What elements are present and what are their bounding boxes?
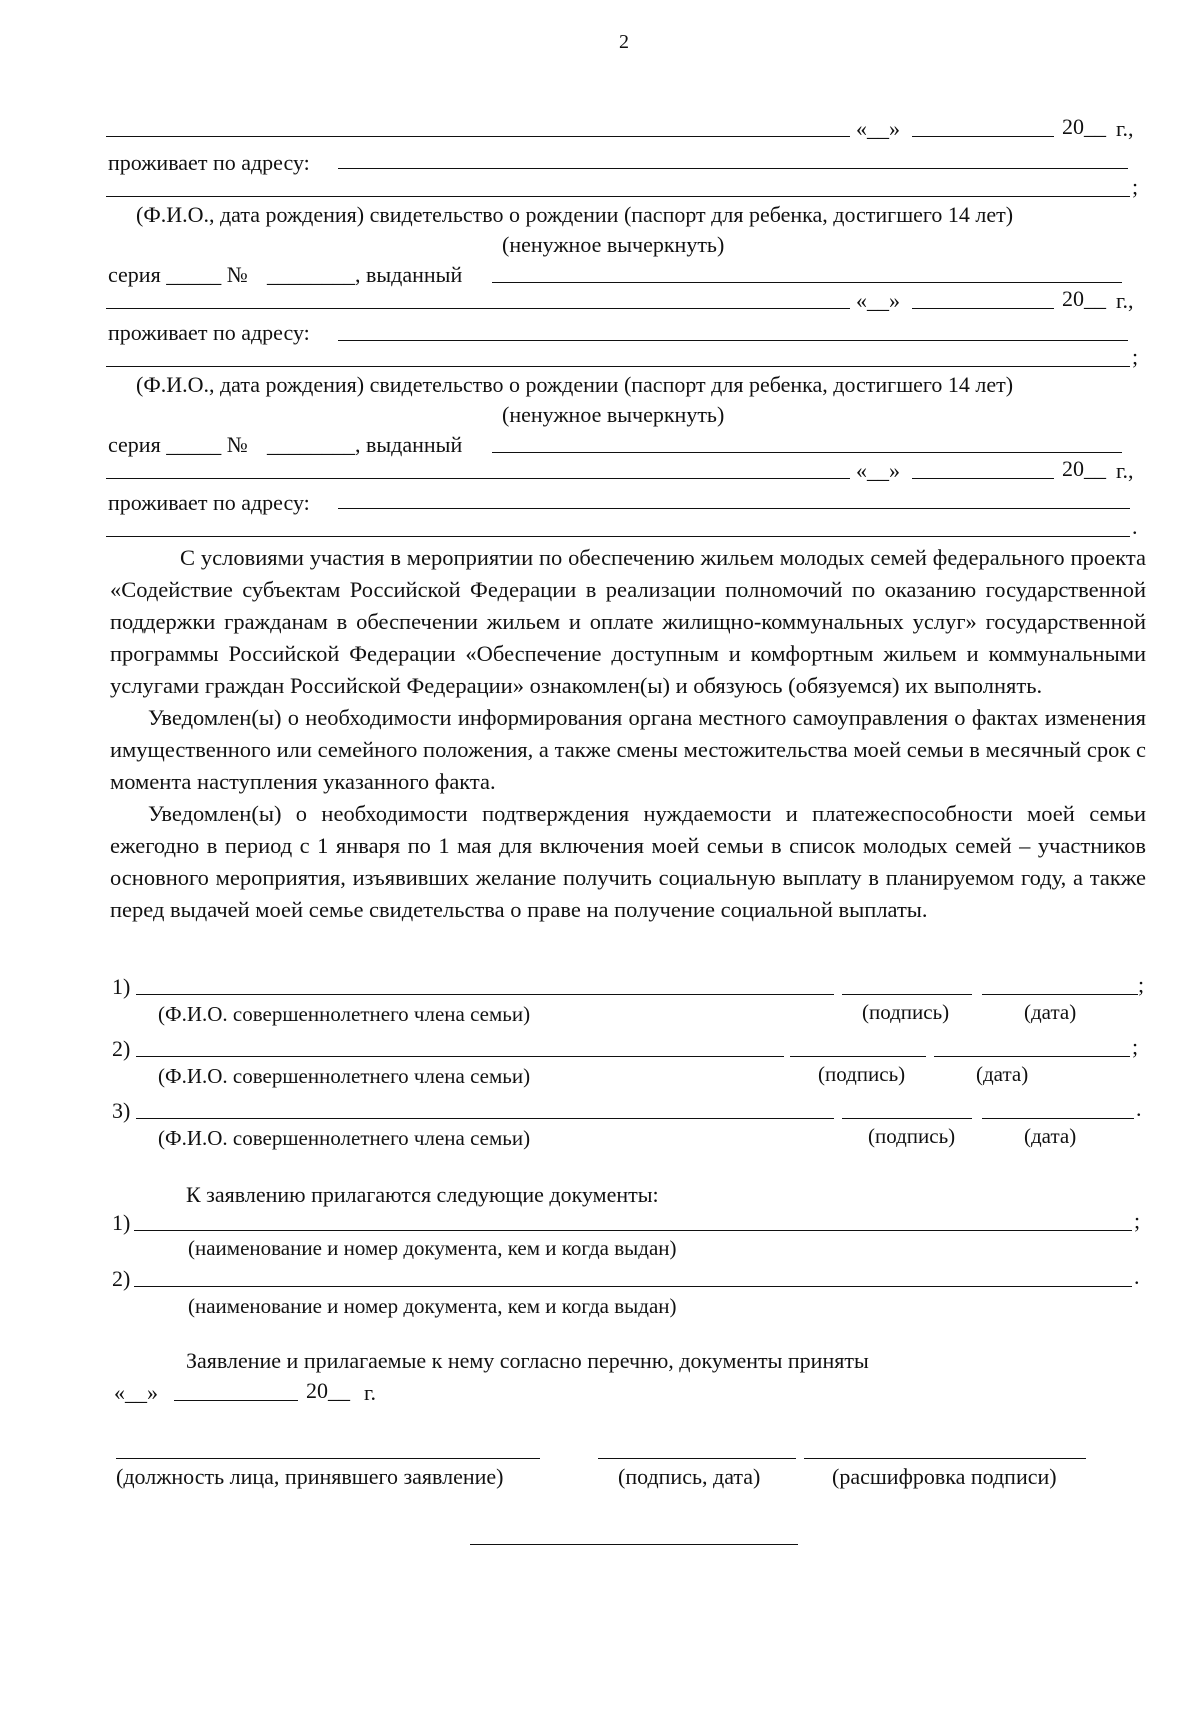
date-year: 20__ xyxy=(1062,456,1106,481)
member-sign-line[interactable] xyxy=(790,1056,926,1057)
member-line-end: ; xyxy=(1132,1034,1139,1059)
issued-line[interactable] xyxy=(492,452,1122,453)
conditions-text xyxy=(110,542,1146,926)
member-fio-caption: (Ф.И.О. совершеннолетнего члена семьи) xyxy=(158,1126,531,1150)
date-day: «__» xyxy=(856,116,900,141)
member-date-caption: (дата) xyxy=(1024,1000,1077,1024)
issued-label: ________, выданный xyxy=(267,432,463,457)
address-line[interactable] xyxy=(338,340,1128,341)
fio-caption: (Ф.И.О., дата рождения) свидетельство о рождении (паспорт для ребенка, достигшего 14 лет) xyxy=(136,202,1014,227)
member-fio-caption: (Ф.И.О. совершеннолетнего члена семьи) xyxy=(158,1002,531,1026)
issued-label: ________, выданный xyxy=(267,262,463,287)
address-line[interactable] xyxy=(338,508,1130,509)
date-year: 20__ xyxy=(1062,286,1106,311)
member-fio-line[interactable] xyxy=(136,1056,784,1057)
strike-note: (ненужное вычеркнуть) xyxy=(502,232,725,257)
member-sign-caption: (подпись) xyxy=(818,1062,906,1086)
doc-number: 1) xyxy=(112,1210,131,1235)
line-end: ; xyxy=(1132,174,1139,199)
position-caption: (должность лица, принявшего заявление) xyxy=(116,1464,504,1489)
member-sign-caption: (подпись) xyxy=(862,1000,950,1024)
docs-intro: К заявлению прилагаются следующие документы: xyxy=(186,1182,659,1207)
accepted-year: 20__ xyxy=(306,1378,350,1403)
member-line-end: ; xyxy=(1138,972,1145,997)
member-number: 3) xyxy=(112,1098,131,1123)
doc-line-end: ; xyxy=(1134,1208,1141,1233)
date-day: «__» xyxy=(856,288,900,313)
doc-number: 2) xyxy=(112,1266,131,1291)
fio-caption: (Ф.И.О., дата рождения) свидетельство о рождении (паспорт для ребенка, достигшего 14 лет) xyxy=(136,372,1014,397)
doc-line[interactable] xyxy=(134,1230,1132,1231)
paragraph-notify-confirm: Уведомлен(ы) о необходимости подтверждения нуждаемости и платежеспособности моей семьи ежегодно в период с 1 января по 1 мая для включения моей семьи в список молодых семей – участников основного мероприятия, изъявивших желание получить социальную выплату в планируемом году, а также перед выдачей моей семье свидетельства о праве на получение социальной выплаты. xyxy=(110,801,1146,922)
paragraph-conditions: С условиями участия в мероприятии по обеспечению жильем молодых семей федерального проекта «Содействие субъектам Российской Федерации в реализации полномочий по оказанию государственной поддержки гражданам в обеспечении жильем и оплате жилищно-коммунальных услуг» государственной программы Российской Федерации «Обеспечение доступным и комфортным жильем и коммунальными услугами граждан Российской Федерации» ознакомлен(ы) и обязуюсь (обязуемся) их выполнять. xyxy=(110,545,1146,698)
strike-note: (ненужное вычеркнуть) xyxy=(502,402,725,427)
address-line-2[interactable] xyxy=(106,366,1130,367)
member-date-line[interactable] xyxy=(982,1118,1134,1119)
series-label: серия _____ № xyxy=(108,432,248,457)
doc-caption: (наименование и номер документа, кем и когда выдан) xyxy=(188,1294,677,1318)
doc-line[interactable] xyxy=(134,1286,1132,1287)
member-date-line[interactable] xyxy=(982,994,1138,995)
accepted-text: Заявление и прилагаемые к нему согласно перечню, документы приняты xyxy=(186,1348,869,1373)
fio-line[interactable] xyxy=(106,478,850,479)
member-line-end: . xyxy=(1136,1096,1142,1121)
member-date-line[interactable] xyxy=(934,1056,1130,1057)
member-date-caption: (дата) xyxy=(1024,1124,1077,1148)
address-line-2[interactable] xyxy=(106,196,1130,197)
date-year-suffix: г., xyxy=(1116,458,1134,483)
date-month-line[interactable] xyxy=(912,308,1054,309)
series-label: серия _____ № xyxy=(108,262,248,287)
date-year-suffix: г., xyxy=(1116,116,1134,141)
doc-line-end: . xyxy=(1134,1264,1140,1289)
date-month-line[interactable] xyxy=(912,478,1054,479)
member-date-caption: (дата) xyxy=(976,1062,1029,1086)
line-end: . xyxy=(1132,514,1138,539)
page-number: 2 xyxy=(619,31,629,53)
member-fio-caption: (Ф.И.О. совершеннолетнего члена семьи) xyxy=(158,1064,531,1088)
position-line[interactable] xyxy=(116,1458,540,1459)
fio-line[interactable] xyxy=(106,136,850,137)
doc-caption: (наименование и номер документа, кем и когда выдан) xyxy=(188,1236,677,1260)
sign-date-line[interactable] xyxy=(598,1458,796,1459)
accepted-year-suffix: г. xyxy=(364,1380,377,1405)
date-year-suffix: г., xyxy=(1116,288,1134,313)
member-fio-line[interactable] xyxy=(136,994,834,995)
decode-line[interactable] xyxy=(804,1458,1086,1459)
member-number: 1) xyxy=(112,974,131,999)
member-fio-line[interactable] xyxy=(136,1118,834,1119)
address-label: проживает по адресу: xyxy=(108,320,310,345)
end-rule xyxy=(470,1544,798,1545)
accepted-date-day: «__» xyxy=(114,1380,158,1405)
date-day: «__» xyxy=(856,458,900,483)
address-line[interactable] xyxy=(338,168,1128,169)
fio-line[interactable] xyxy=(106,308,850,309)
date-year: 20__ xyxy=(1062,114,1106,139)
issued-line[interactable] xyxy=(492,282,1122,283)
sign-date-caption: (подпись, дата) xyxy=(618,1464,761,1489)
address-label: проживает по адресу: xyxy=(108,150,310,175)
date-month-line[interactable] xyxy=(912,136,1054,137)
accepted-month-line[interactable] xyxy=(174,1400,298,1401)
address-label: проживает по адресу: xyxy=(108,490,310,515)
paragraph-notify-changes: Уведомлен(ы) о необходимости информирования органа местного самоуправления о фактах изменения имущественного или семейного положения, а также смены местожительства моей семьи в месячный срок с момента наступления указанного факта. xyxy=(110,705,1146,794)
line-end: ; xyxy=(1132,344,1139,369)
member-sign-line[interactable] xyxy=(842,1118,972,1119)
member-number: 2) xyxy=(112,1036,131,1061)
address-line-2[interactable] xyxy=(106,536,1130,537)
member-sign-caption: (подпись) xyxy=(868,1124,956,1148)
member-sign-line[interactable] xyxy=(842,994,972,995)
decode-caption: (расшифровка подписи) xyxy=(832,1464,1057,1489)
